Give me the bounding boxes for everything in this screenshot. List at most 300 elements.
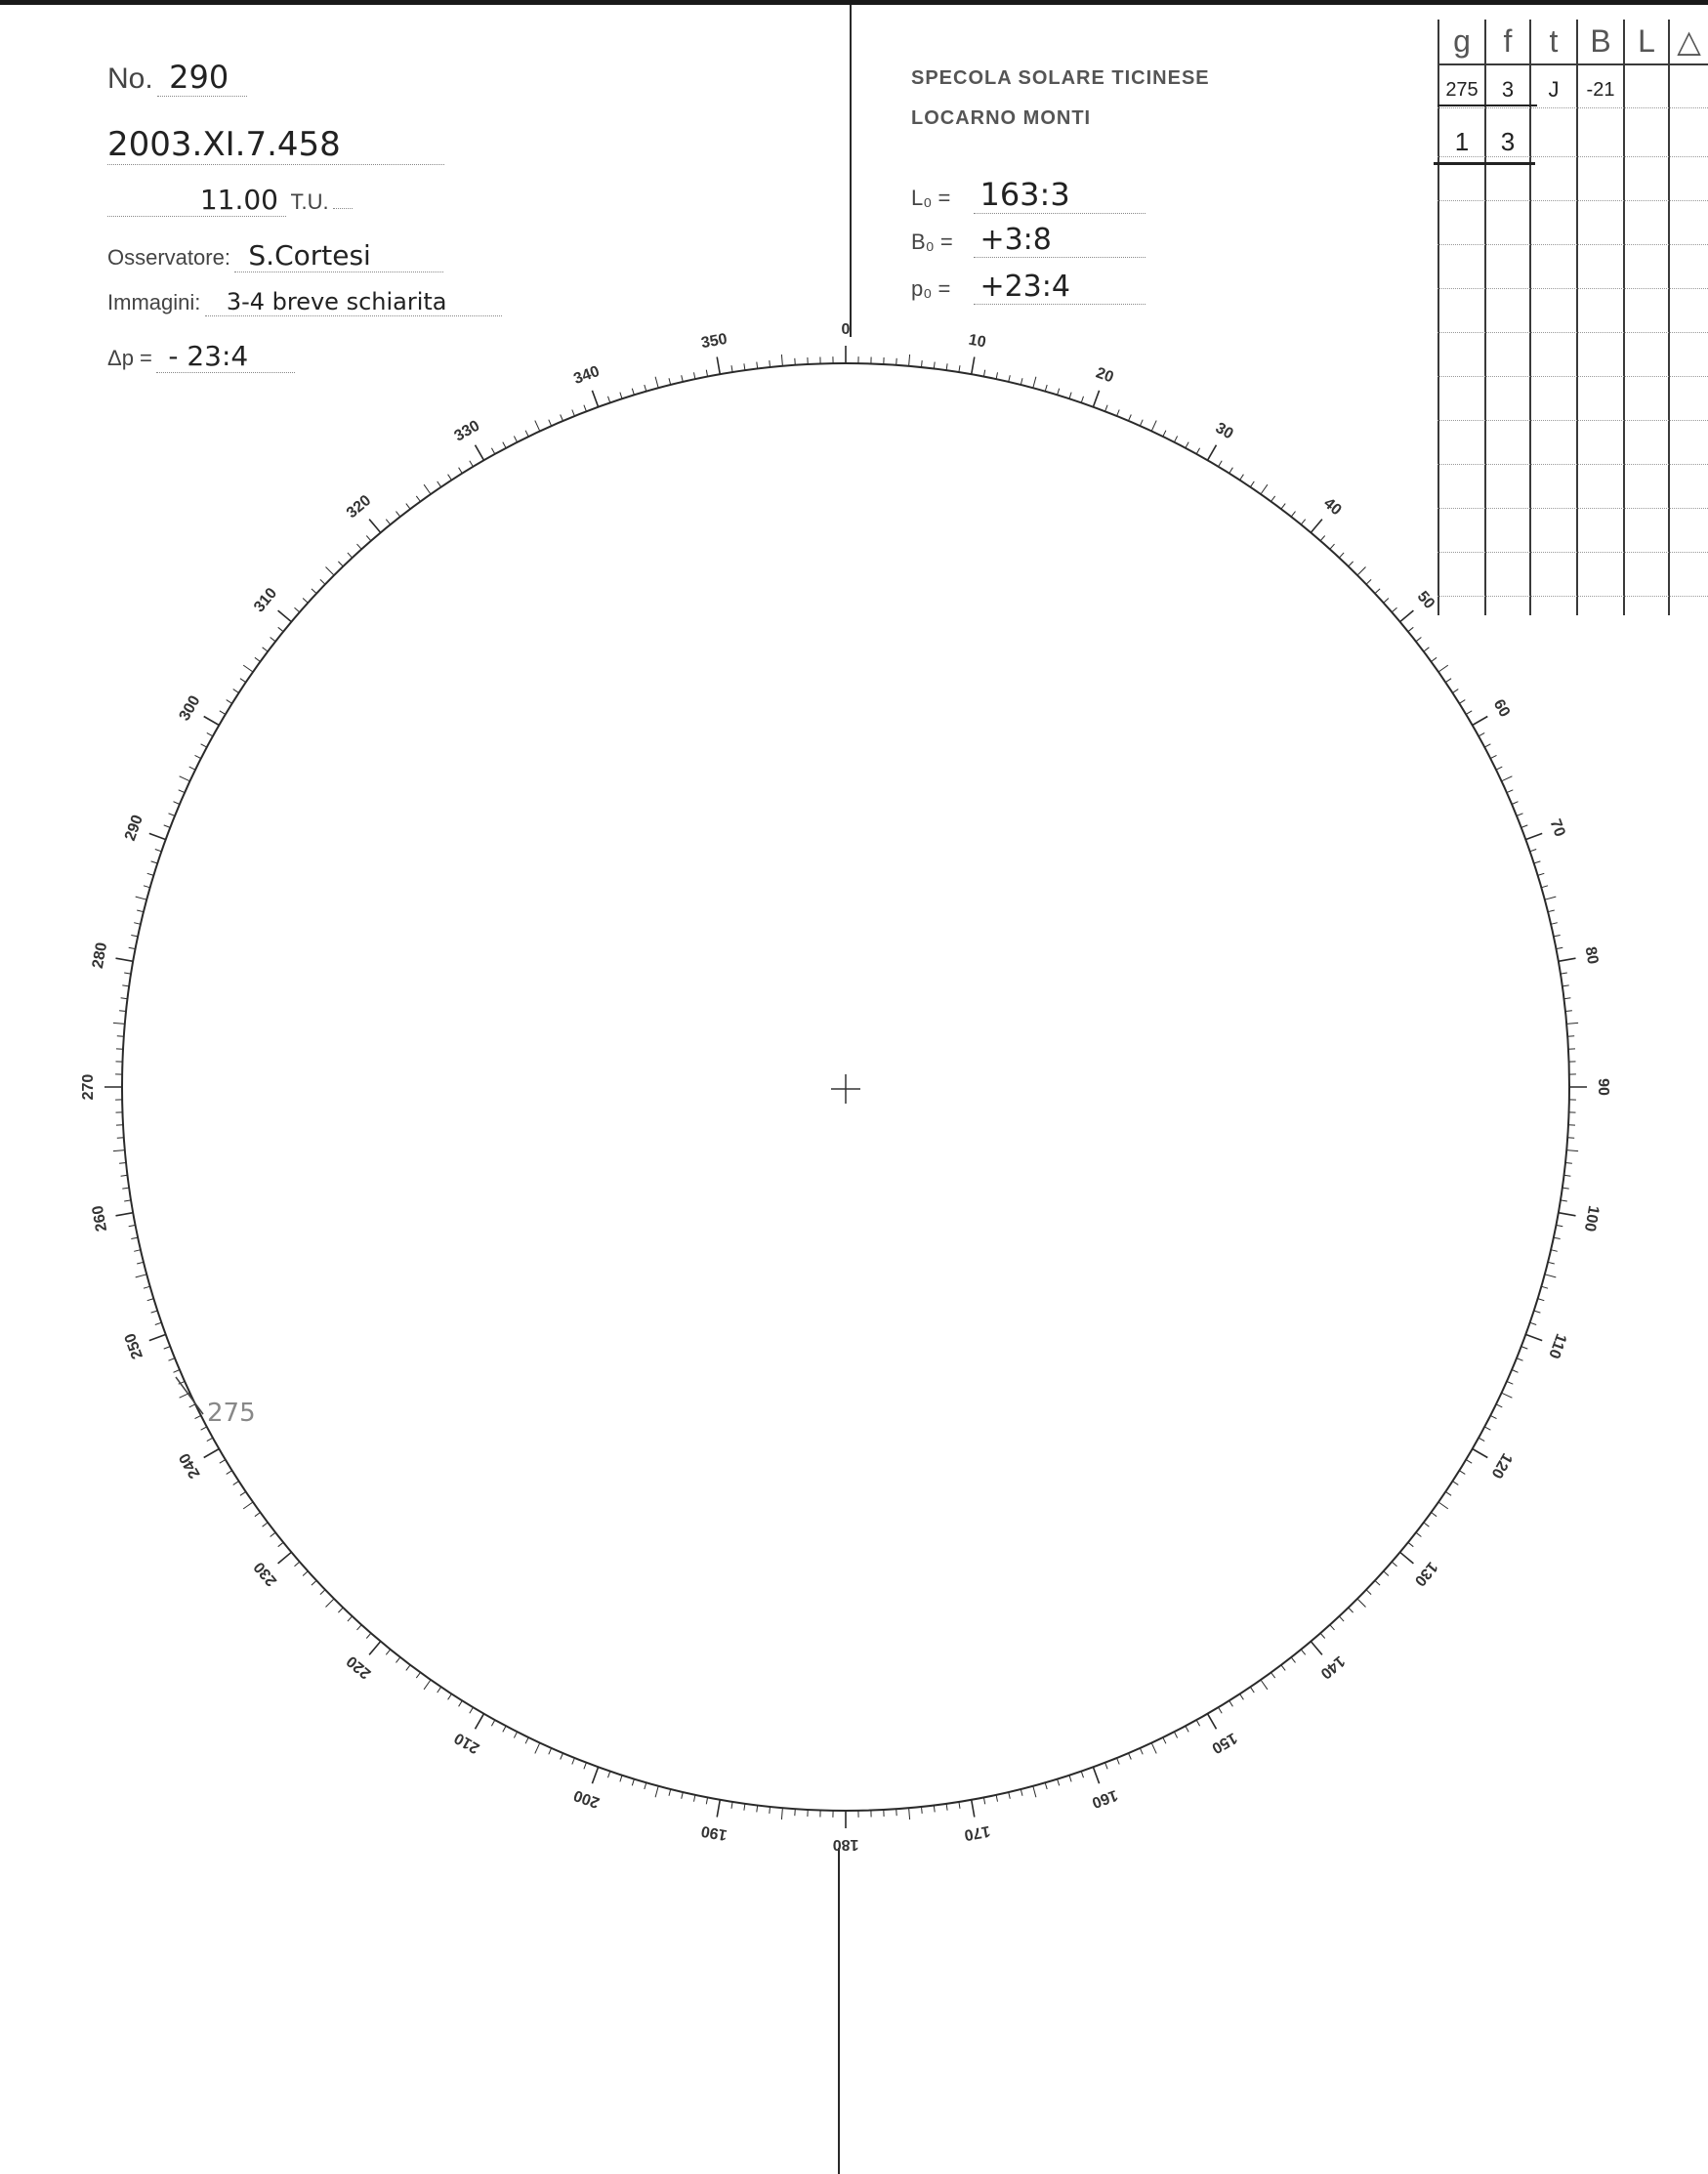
degree-label: 350	[699, 330, 729, 353]
degree-tick	[1556, 947, 1562, 948]
degree-tick	[1512, 802, 1518, 805]
degree-tick	[1416, 1532, 1422, 1536]
degree-tick	[278, 610, 292, 622]
degree-tick	[1502, 1393, 1513, 1398]
cell-r2-f: 3	[1500, 127, 1516, 156]
degree-tick	[129, 947, 136, 948]
degree-tick	[437, 481, 441, 487]
degree-tick	[1567, 1036, 1574, 1037]
degree-tick	[706, 1797, 707, 1804]
degree-tick	[1058, 1779, 1060, 1786]
degree-tick	[1453, 690, 1459, 693]
degree-tick	[1271, 496, 1275, 502]
degree-tick	[1140, 420, 1143, 426]
degree-tick	[896, 1809, 897, 1816]
degree-tick	[134, 1250, 141, 1252]
degree-tick	[1512, 1370, 1518, 1373]
degree-tick	[1466, 1460, 1472, 1464]
degree-tick	[1320, 536, 1325, 541]
degree-tick	[295, 1562, 300, 1567]
degree-tick	[922, 360, 923, 367]
degree-tick	[757, 1806, 758, 1813]
degree-tick	[1551, 923, 1558, 925]
degree-tick	[491, 1720, 494, 1726]
degree-tick	[1473, 1449, 1488, 1458]
degree-tick	[1151, 1743, 1156, 1754]
degree-tick	[1562, 985, 1569, 986]
degree-tick	[136, 897, 147, 899]
degree-tick	[795, 1809, 796, 1816]
degree-tick	[1545, 1275, 1557, 1277]
degree-tick	[131, 1237, 138, 1238]
degree-tick	[549, 420, 552, 426]
degree-tick	[1445, 679, 1451, 683]
degree-tick	[1432, 657, 1437, 661]
degree-tick	[959, 365, 960, 372]
degree-tick	[744, 363, 745, 370]
degree-tick	[326, 567, 335, 576]
delta-p-value: - 23:4	[156, 340, 295, 373]
degree-label: 90	[1594, 1078, 1611, 1096]
degree-tick	[113, 1150, 125, 1151]
degree-label: 330	[451, 417, 483, 445]
degree-tick	[1375, 1580, 1380, 1585]
degree-tick	[1565, 1163, 1572, 1164]
degree-tick	[1384, 1571, 1389, 1576]
degree-tick	[448, 475, 452, 481]
degree-tick	[1548, 1262, 1555, 1264]
degree-label: 270	[80, 1073, 98, 1101]
delta-p-label: Δp =	[107, 346, 152, 370]
degree-tick	[1538, 1299, 1545, 1301]
degree-tick	[1559, 1213, 1576, 1216]
degree-tick	[437, 1687, 441, 1693]
degree-tick	[909, 1808, 910, 1819]
table-header-t: t	[1549, 23, 1559, 59]
degree-tick	[1561, 1200, 1567, 1201]
degree-tick	[717, 357, 720, 375]
degree-label: 130	[1410, 1558, 1441, 1590]
cell-r1-b: -21	[1586, 79, 1615, 101]
degree-tick	[1117, 410, 1120, 417]
degree-tick	[1301, 520, 1305, 524]
degree-tick	[1174, 1732, 1177, 1737]
degree-tick	[1186, 1726, 1188, 1732]
degree-tick	[303, 1571, 308, 1576]
degree-tick	[1565, 1011, 1572, 1012]
table-header-l: L	[1638, 23, 1655, 59]
degree-label: 300	[176, 692, 204, 725]
degree-tick	[1240, 1694, 1244, 1700]
degree-tick	[946, 1804, 947, 1811]
degree-tick	[632, 389, 634, 396]
degree-tick	[682, 1792, 684, 1799]
degree-tick	[620, 1776, 622, 1782]
degree-label: 30	[1212, 419, 1236, 443]
degree-tick	[1291, 512, 1295, 518]
degree-tick	[1081, 1772, 1083, 1778]
degree-tick	[946, 363, 947, 370]
degree-tick	[972, 357, 975, 375]
degree-tick	[645, 1782, 646, 1789]
degree-tick	[155, 1322, 162, 1324]
degree-tick	[220, 711, 226, 715]
degree-tick	[1058, 389, 1060, 396]
degree-tick	[470, 1707, 474, 1713]
degree-tick	[996, 372, 997, 379]
degree-tick	[1045, 1782, 1047, 1789]
degree-tick	[1530, 850, 1537, 852]
degree-tick	[1021, 1789, 1022, 1796]
degree-tick	[204, 717, 220, 726]
degree-tick	[1129, 415, 1132, 421]
degree-tick	[1033, 1786, 1036, 1798]
degree-tick	[1140, 1748, 1143, 1754]
degree-label: 170	[963, 1821, 992, 1844]
degree-tick	[1517, 814, 1523, 816]
degree-tick	[1554, 936, 1561, 937]
degree-tick	[233, 690, 239, 693]
param-L0-value: 163:3	[974, 176, 1146, 214]
degree-tick	[549, 1748, 552, 1754]
degree-tick	[1424, 1523, 1430, 1526]
degree-tick	[972, 1800, 975, 1818]
degree-tick	[1459, 1471, 1465, 1475]
degree-tick	[795, 358, 796, 365]
degree-tick	[348, 553, 353, 558]
degree-tick	[909, 355, 910, 366]
degree-tick	[1525, 833, 1542, 839]
degree-tick	[514, 1732, 517, 1737]
degree-tick	[731, 1802, 732, 1809]
degree-label: 200	[571, 1785, 603, 1812]
degree-tick	[174, 1370, 180, 1373]
degree-tick	[1473, 717, 1488, 726]
degree-tick	[1339, 1616, 1344, 1621]
degree-tick	[476, 1714, 484, 1730]
degree-tick	[295, 607, 300, 612]
time-value: 11.00	[107, 184, 286, 217]
degree-tick	[312, 1580, 316, 1585]
degree-tick	[1392, 1562, 1396, 1567]
degree-tick	[1021, 378, 1022, 385]
degree-tick	[136, 1275, 147, 1277]
degree-tick	[514, 437, 517, 442]
degree-tick	[535, 421, 540, 432]
degree-tick	[1484, 744, 1490, 747]
degree-tick	[655, 1786, 658, 1798]
degree-label: 110	[1545, 1331, 1569, 1361]
degree-tick	[561, 1753, 563, 1759]
degree-tick	[263, 1523, 269, 1526]
degree-tick	[1311, 520, 1322, 533]
degree-tick	[144, 1286, 150, 1288]
degree-label: 10	[967, 331, 987, 352]
time-unit: T.U.	[290, 189, 329, 214]
images-label: Immagini:	[107, 290, 201, 314]
degree-tick	[1466, 711, 1472, 715]
degree-tick	[584, 1763, 587, 1770]
table-header-g: g	[1453, 23, 1471, 59]
degree-tick	[770, 360, 771, 367]
group-marker	[176, 1377, 203, 1414]
degree-label: 70	[1546, 816, 1568, 840]
degree-label: 260	[89, 1204, 111, 1233]
degree-tick	[1281, 504, 1285, 510]
degree-tick	[1564, 998, 1571, 999]
degree-tick	[934, 1806, 935, 1813]
degree-tick	[1561, 973, 1567, 974]
degree-tick	[1186, 442, 1188, 448]
degree-tick	[1408, 627, 1413, 631]
table-header-b: B	[1590, 23, 1611, 59]
degree-tick	[608, 1772, 610, 1778]
degree-tick	[1521, 1347, 1528, 1350]
degree-tick	[121, 1175, 128, 1176]
degree-tick	[121, 998, 128, 999]
param-L0-label: L₀ =	[911, 186, 951, 210]
degree-tick	[1545, 897, 1557, 899]
degree-tick	[227, 1471, 232, 1475]
degree-tick	[116, 1213, 134, 1216]
degree-tick	[694, 1795, 695, 1802]
degree-tick	[1301, 1650, 1305, 1654]
degree-tick	[263, 648, 269, 651]
degree-tick	[169, 814, 176, 816]
degree-tick	[144, 886, 150, 888]
table-header-f: f	[1503, 23, 1513, 59]
degree-label: 60	[1489, 696, 1514, 721]
degree-tick	[124, 973, 131, 974]
degree-tick	[134, 923, 141, 925]
degree-tick	[116, 958, 134, 961]
degree-tick	[1507, 1381, 1513, 1384]
degree-tick	[204, 1449, 220, 1458]
degree-tick	[922, 1807, 923, 1814]
degree-tick	[117, 1036, 124, 1037]
degree-tick	[757, 362, 758, 369]
degree-tick	[1564, 1175, 1571, 1176]
degree-tick	[195, 755, 201, 758]
degree-tick	[396, 1657, 400, 1663]
observer-value: S.Cortesi	[234, 239, 443, 272]
degree-tick	[1453, 1482, 1459, 1485]
date-value: 2003.XI.7.458	[107, 125, 444, 165]
degree-tick	[271, 1532, 276, 1536]
degree-tick	[1320, 1633, 1325, 1638]
degree-tick	[1311, 1642, 1322, 1655]
degree-tick	[470, 461, 474, 467]
degree-tick	[1521, 825, 1528, 828]
degree-tick	[369, 520, 381, 533]
degree-tick	[1174, 437, 1177, 442]
degree-tick	[1554, 1237, 1561, 1238]
degree-tick	[164, 1347, 171, 1350]
degree-tick	[189, 1404, 195, 1407]
degree-tick	[1219, 461, 1223, 467]
degree-tick	[1432, 1513, 1437, 1517]
degree-tick	[320, 579, 325, 584]
degree-tick	[386, 520, 390, 524]
degree-tick	[1129, 1753, 1132, 1759]
degree-tick	[1408, 1542, 1413, 1546]
degree-tick	[669, 378, 671, 385]
degree-tick	[1196, 448, 1199, 454]
degree-tick	[366, 536, 371, 541]
degree-tick	[632, 1779, 634, 1786]
degree-tick	[1479, 1438, 1484, 1441]
degree-tick	[117, 1138, 124, 1139]
degree-tick	[1069, 1776, 1071, 1782]
degree-tick	[996, 1795, 997, 1802]
degree-label: 190	[699, 1821, 729, 1844]
degree-tick	[608, 397, 610, 403]
degree-tick	[243, 665, 253, 672]
degree-tick	[1400, 1552, 1414, 1564]
degree-tick	[424, 484, 431, 494]
degree-tick	[406, 504, 410, 510]
images-value: 3-4 breve schiarita	[205, 288, 502, 316]
param-P0-label: p₀ =	[911, 276, 951, 301]
degree-tick	[592, 1767, 598, 1783]
degree-tick	[983, 370, 984, 377]
degree-tick	[1163, 431, 1166, 437]
degree-tick	[525, 1737, 528, 1743]
degree-tick	[1261, 1680, 1268, 1690]
degree-tick	[1081, 397, 1083, 403]
degree-tick	[1196, 1720, 1199, 1726]
degree-tick	[312, 589, 316, 594]
degree-tick	[1240, 475, 1244, 481]
degree-tick	[1330, 544, 1335, 549]
degree-label: 220	[343, 1651, 375, 1683]
degree-tick	[396, 512, 400, 518]
param-B0-value: +3:8	[974, 223, 1146, 258]
degree-tick	[1281, 1665, 1285, 1671]
degree-tick	[1009, 1792, 1011, 1799]
degree-tick	[572, 1758, 575, 1765]
degree-label: 160	[1089, 1785, 1120, 1812]
degree-tick	[1009, 375, 1011, 382]
degree-tick	[1105, 1763, 1108, 1770]
degree-tick	[1567, 1138, 1574, 1139]
degree-tick	[1093, 391, 1099, 407]
degree-tick	[1069, 393, 1071, 399]
degree-tick	[240, 679, 246, 683]
degree-tick	[179, 790, 185, 793]
degree-tick	[220, 1460, 226, 1464]
degree-tick	[476, 445, 484, 461]
degree-tick	[369, 1642, 381, 1655]
degree-label: 310	[250, 584, 281, 616]
degree-tick	[169, 1359, 176, 1361]
degree-tick	[655, 377, 658, 389]
degree-tick	[503, 442, 506, 448]
degree-tick	[1093, 1767, 1099, 1783]
degree-tick	[1496, 1404, 1502, 1407]
cell-r2-g: 1	[1454, 127, 1470, 156]
degree-tick	[1330, 1625, 1335, 1630]
degree-tick	[620, 393, 622, 399]
degree-tick	[119, 1011, 126, 1012]
institution-location: LOCARNO MONTI	[911, 107, 1092, 129]
degree-tick	[348, 1616, 353, 1621]
degree-tick	[174, 802, 180, 805]
degree-tick	[572, 410, 575, 417]
degree-label: 320	[343, 491, 375, 523]
degree-tick	[1208, 1714, 1217, 1730]
degree-label: 50	[1413, 588, 1438, 612]
degree-tick	[207, 1438, 213, 1441]
degree-tick	[1541, 886, 1548, 888]
degree-tick	[122, 985, 129, 986]
degree-tick	[1375, 589, 1380, 594]
degree-tick	[694, 372, 695, 379]
degree-tick	[1490, 1415, 1496, 1418]
degree-tick	[1566, 1023, 1578, 1024]
group-annotation: 275	[207, 1399, 256, 1428]
degree-tick	[1496, 767, 1502, 770]
degree-label: 80	[1581, 945, 1602, 966]
degree-tick	[1416, 638, 1422, 642]
degree-label: 210	[451, 1729, 483, 1757]
param-B0-label: B₀ =	[911, 230, 953, 254]
number-label: No.	[107, 63, 153, 95]
degree-tick	[255, 1513, 261, 1517]
degree-tick	[448, 1694, 452, 1700]
degree-tick	[1562, 1188, 1569, 1189]
degree-tick	[151, 861, 158, 863]
degree-tick	[155, 850, 162, 852]
degree-tick	[645, 385, 646, 392]
degree-label: 240	[176, 1449, 204, 1482]
cell-r1-f: 3	[1501, 77, 1515, 102]
degree-tick	[934, 362, 935, 369]
degree-tick	[503, 1726, 506, 1732]
degree-tick	[124, 1200, 131, 1201]
degree-tick	[1271, 1673, 1275, 1679]
degree-tick	[1045, 385, 1047, 392]
degree-tick	[137, 1262, 144, 1264]
degree-label: 180	[832, 1835, 859, 1853]
degree-tick	[770, 1807, 771, 1814]
degree-tick	[201, 1427, 207, 1430]
degree-tick	[1559, 958, 1576, 961]
degree-tick	[338, 562, 343, 566]
cell-r1-t: J	[1548, 77, 1560, 102]
degree-tick	[1208, 445, 1217, 461]
degree-tick	[896, 358, 897, 365]
degree-tick	[240, 1491, 246, 1495]
degree-tick	[189, 767, 195, 770]
degree-label: 120	[1487, 1449, 1516, 1482]
degree-tick	[195, 1415, 201, 1418]
degree-tick	[366, 1633, 371, 1638]
degree-tick	[1229, 1700, 1233, 1706]
degree-tick	[491, 448, 494, 454]
degree-tick	[180, 776, 190, 781]
degree-tick	[1424, 648, 1430, 651]
degree-tick	[1357, 1599, 1366, 1608]
degree-tick	[1105, 405, 1108, 412]
degree-tick	[1551, 1250, 1558, 1252]
degree-tick	[255, 657, 261, 661]
degree-tick	[357, 1625, 362, 1630]
degree-tick	[1366, 579, 1371, 584]
institution-name: SPECOLA SOLARE TICINESE	[911, 67, 1210, 89]
degree-tick	[1530, 1322, 1537, 1324]
degree-tick	[233, 1482, 239, 1485]
